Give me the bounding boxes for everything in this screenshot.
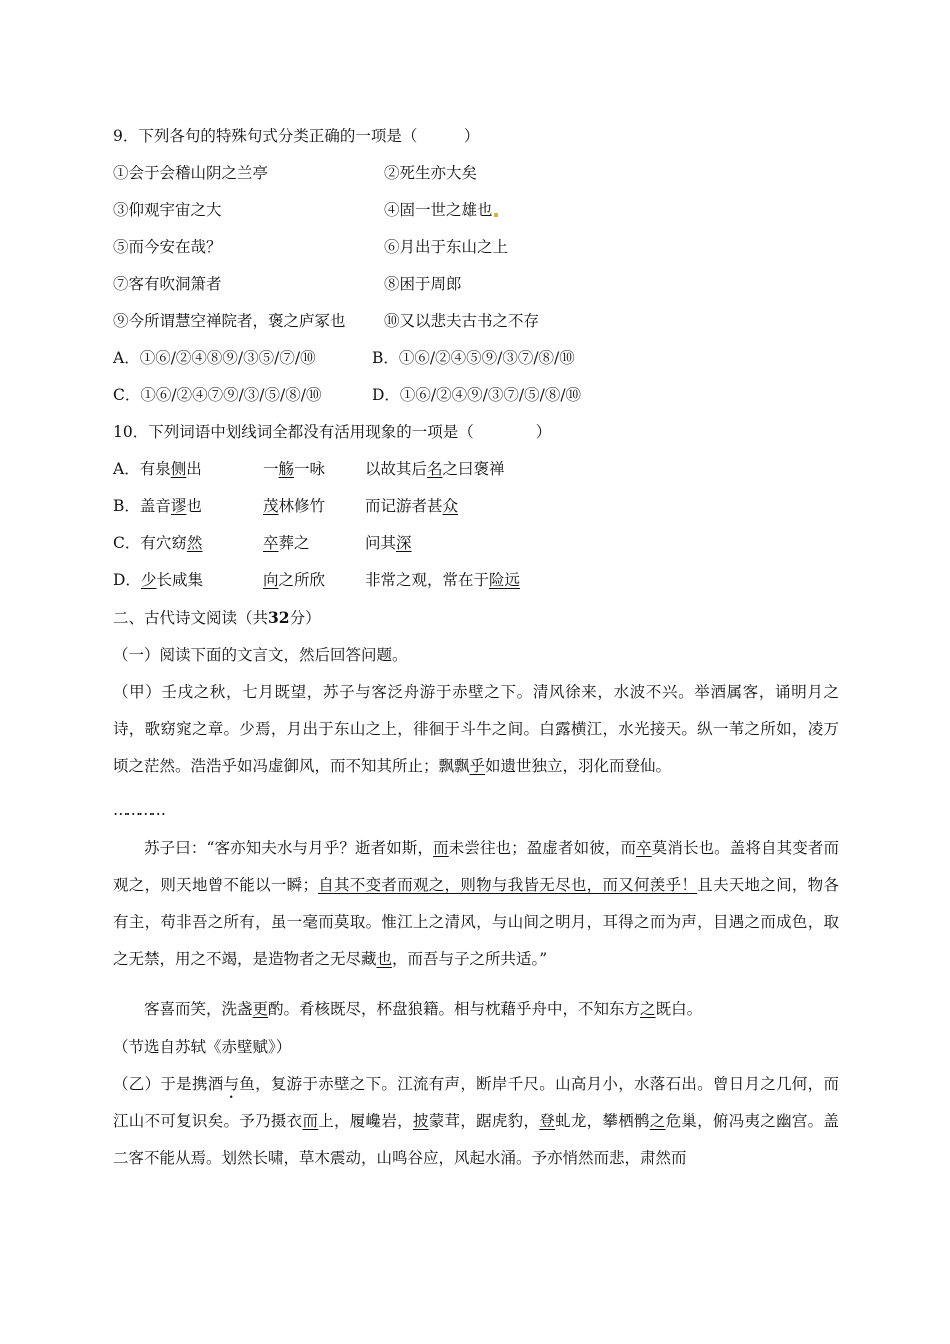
q9-option-b: B．①⑥/②④⑤⑨/③⑦/⑧/⑩ xyxy=(372,349,575,367)
q10-b-word-2: 茂林修竹 xyxy=(263,497,326,515)
q10-a-word-1: A．有泉侧出 xyxy=(113,460,202,478)
q10-d-word-3: 非常之观，常在于险远 xyxy=(365,571,521,589)
q9-item-10: ⑩又以悲夫古书之不存 xyxy=(384,312,540,330)
passage-jia-p1: （甲）壬戌之秋，七月既望，苏子与客泛舟游于赤壁之下。清风徐来，水波不兴。举酒属客，诵明月之诗，歌窈窕之章。少焉，月出于东山之上，徘徊于斗牛之间。白露横江，水光接天。纵一苇之所如，凌万顷之茫然。浩浩乎如冯虚御风，而不知其所止；飘飘乎如遗世独立，羽化而登仙。 xyxy=(113,683,839,775)
q10-d-word-2: 向之所欣 xyxy=(263,571,326,589)
q10-c-word-2: 卒葬之 xyxy=(263,534,310,552)
q10-a-word-3: 以故其后名之曰褒禅 xyxy=(365,460,505,478)
q9-item-4: ④固一世之雄也 xyxy=(384,200,498,220)
q9-option-c: C．①⑥/②④⑦⑨/③/⑤/⑧/⑩ xyxy=(113,386,322,404)
q10-a-word-2: 一觞一咏 xyxy=(263,460,326,478)
q9-item-3: ③仰观宇宙之大 xyxy=(113,201,222,219)
q10-stem: 10．下列词语中划线词全都没有活用现象的一项是（ ） xyxy=(113,423,552,441)
q9-item-9: ⑨今所谓慧空禅院者，褒之庐冢也 xyxy=(113,312,346,330)
passage-jia-p2: 苏子曰：“客亦知夫水与月乎？逝者如斯，而未尝往也；盈虚者如彼，而卒莫消长也。盖将自其变者而观之，则天地曾不能以一瞬；自其不变者而观之，则物与我皆无尽也，而又何羡乎！且夫天地之间，物各有主，苟非吾之所有，虽一毫而莫取。惟江上之清风，与山间之明月，耳得之而为声，目遇之而成色，取之无禁，用之不竭，是造物者之无尽藏也，而吾与子之所共适。” xyxy=(113,839,839,968)
highlight-mark xyxy=(494,213,498,217)
q9-item-2: ②死生亦大矣 xyxy=(384,164,478,182)
q9-item-7: ⑦客有吹洞箫者 xyxy=(113,275,222,293)
passage-jia-p3: 客喜而笑，洗盏更酌。肴核既尽，杯盘狼籍。相与枕藉乎舟中，不知东方之既白。 xyxy=(144,1000,703,1018)
q9-option-d: D．①⑥/②④⑨/③⑦/⑤/⑧/⑩ xyxy=(372,386,582,404)
q10-c-word-1: C．有穴窈然 xyxy=(113,534,203,552)
section-subtitle: （一）阅读下面的文言文，然后回答问题。 xyxy=(113,646,408,664)
ellipsis: ………… xyxy=(113,801,163,819)
section-title: 二、古代诗文阅读（共32分） xyxy=(113,608,321,627)
q10-b-word-3: 而记游者甚众 xyxy=(365,497,459,515)
passage-source: （节选自苏轼《赤壁赋》） xyxy=(113,1038,292,1056)
q10-d-word-1: D．少长咸集 xyxy=(113,571,203,589)
q9-item-8: ⑧困于周郎 xyxy=(384,275,462,293)
q10-c-word-3: 问其深 xyxy=(365,534,412,552)
q9-item-6: ⑥月出于东山之上 xyxy=(384,238,509,256)
q9-stem: 9．下列各句的特殊句式分类正确的一项是（ ） xyxy=(113,127,480,145)
q9-item-1: ①会于会稽山阴之兰亭 xyxy=(113,164,269,182)
passage-yi: （乙）于是携酒与鱼，复游于赤壁之下。江流有声，断岸千尺。山高月小，水落石出。曾日月之几何，而江山不可复识矣。予乃摄衣而上，履巉岩，披蒙茸，踞虎豹，登虬龙，攀栖鹘之危巢，俯冯夷之幽宫。盖二客不能从焉。划然长啸，草木震动，山鸣谷应，风起水涌。予亦悄然而悲，肃然而 xyxy=(113,1075,839,1167)
q10-b-word-1: B．盖音谬也 xyxy=(113,497,202,515)
q9-item-5: ⑤而今安在哉？ xyxy=(113,238,222,256)
q9-option-a: A．①⑥/②④⑧⑨/③⑤/⑦/⑩ xyxy=(113,349,316,367)
